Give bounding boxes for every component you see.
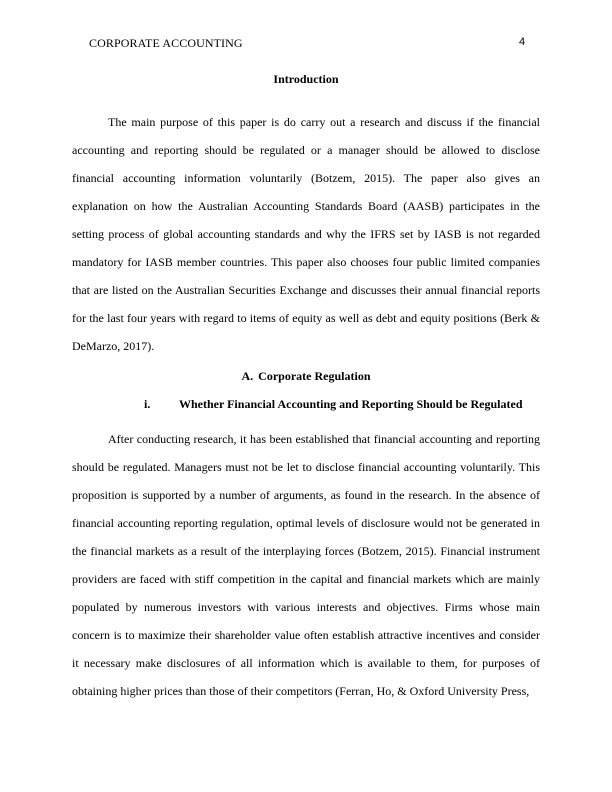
introduction-heading: Introduction xyxy=(273,72,339,86)
section-a-heading xyxy=(0,369,612,384)
regulation-paragraph: After conducting research, it has been established that financial accounting and reporting should be regulated. Managers must not be let to disclose financial accounting voluntarily. This proposition is supported by a number of arguments, as found in the research. In the absence of financial accounting reporting regulation, optimal levels of disclosure would not be generated in the financial markets as a result of the interplaying forces (Botzem, 2015). Financial instrument providers are faced with stiff competition in the capital and financial markets which are mainly populated by numerous investors with various interests and objectives. Firms whose main concern is to maximize their shareholder value often establish attractive incentives and consider it necessary make disclosures of all information which is available to them, for purposes of obtaining higher prices than those of their competitors (Ferran, Ho, & Oxford University Press, xyxy=(72,432,540,698)
page-number: 4 xyxy=(519,36,526,48)
running-head: CORPORATE ACCOUNTING xyxy=(89,36,243,50)
section-a-marker: A. xyxy=(241,369,254,383)
subsection-i-heading xyxy=(144,397,523,412)
introduction-paragraph: The main purpose of this paper is do carry out a research and discuss if the financial accounting and reporting should be regulated or a manager should be allowed to disclose financial accounting information voluntarily (Botzem, 2015). The paper also gives an explanation on how the Australian Accounting Standards Board (AASB) participates in the setting process of global accounting standards and why the IFRS set by IASB is not regarded mandatory for IASB member countries. This paper also chooses four public limited companies that are listed on the Australian Securities Exchange and discusses their annual financial reports for the last four years with regard to items of equity as well as debt and equity positions (Berk & DeMarzo, 2017). xyxy=(72,115,540,353)
subsection-i-title: Whether Financial Accounting and Reporting Should be Regulated xyxy=(179,397,523,411)
subsection-i-number: i. xyxy=(144,397,151,411)
section-a-title: Corporate Regulation xyxy=(258,369,371,383)
